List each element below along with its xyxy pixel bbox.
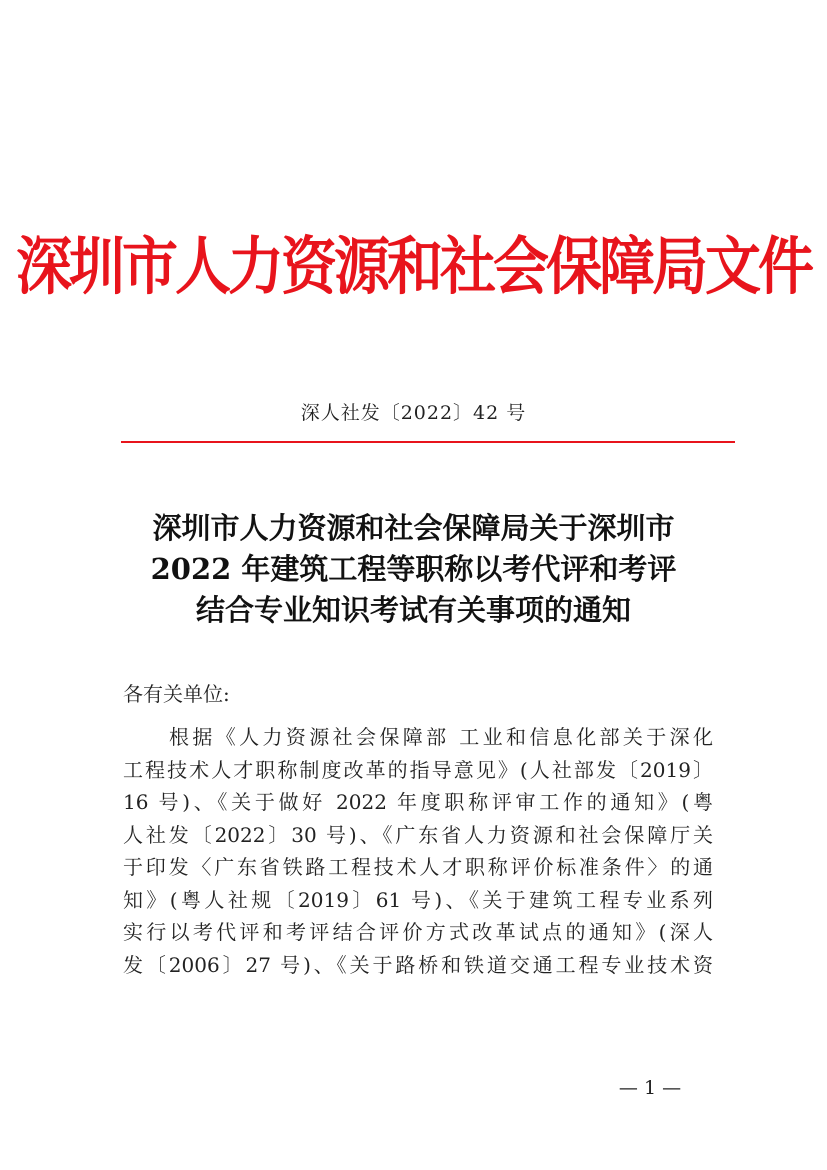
salutation: 各有关单位: — [123, 682, 230, 706]
body-line: 发〔2006〕27 号)、《关于路桥和铁道交通工程专业技术资 — [123, 952, 713, 977]
body-line: 于印发〈广东省铁路工程技术人才职称评价标准条件〉的通 — [123, 855, 713, 879]
document-title — [100, 508, 727, 631]
title-line: 深圳市人力资源和社会保障局关于深圳市 — [152, 511, 675, 545]
body-line: 知》(粤人社规〔2019〕61 号)、《关于建筑工程专业系列 — [123, 887, 713, 912]
body-line: 人社发〔2022〕30 号)、《广东省人力资源和社会保障厅关 — [123, 822, 713, 847]
title-line: 结合专业知识考试有关事项的通知 — [195, 593, 631, 627]
red-divider-line — [121, 441, 735, 443]
page-number: — 1 — — [618, 1077, 682, 1099]
body-line: 实行以考代评和考评结合评价方式改革试点的通知》(深人 — [123, 920, 713, 944]
body-line: 根据《人力资源社会保障部 工业和信息化部关于深化 — [169, 725, 713, 749]
document-masthead: 深圳市人力资源和社会保障局文件 — [16, 229, 811, 304]
body-line: 工程技术人才职称制度改革的指导意见》(人社部发〔2019〕 — [123, 757, 713, 782]
title-line: 2022 年建筑工程等职称以考代评和考评 — [150, 552, 677, 586]
body-line: 16 号)、《关于做好 2022 年度职称评审工作的通知》(粤 — [123, 790, 713, 814]
document-number: 深人社发〔2022〕42 号 — [300, 402, 527, 424]
body-paragraph — [123, 721, 713, 981]
